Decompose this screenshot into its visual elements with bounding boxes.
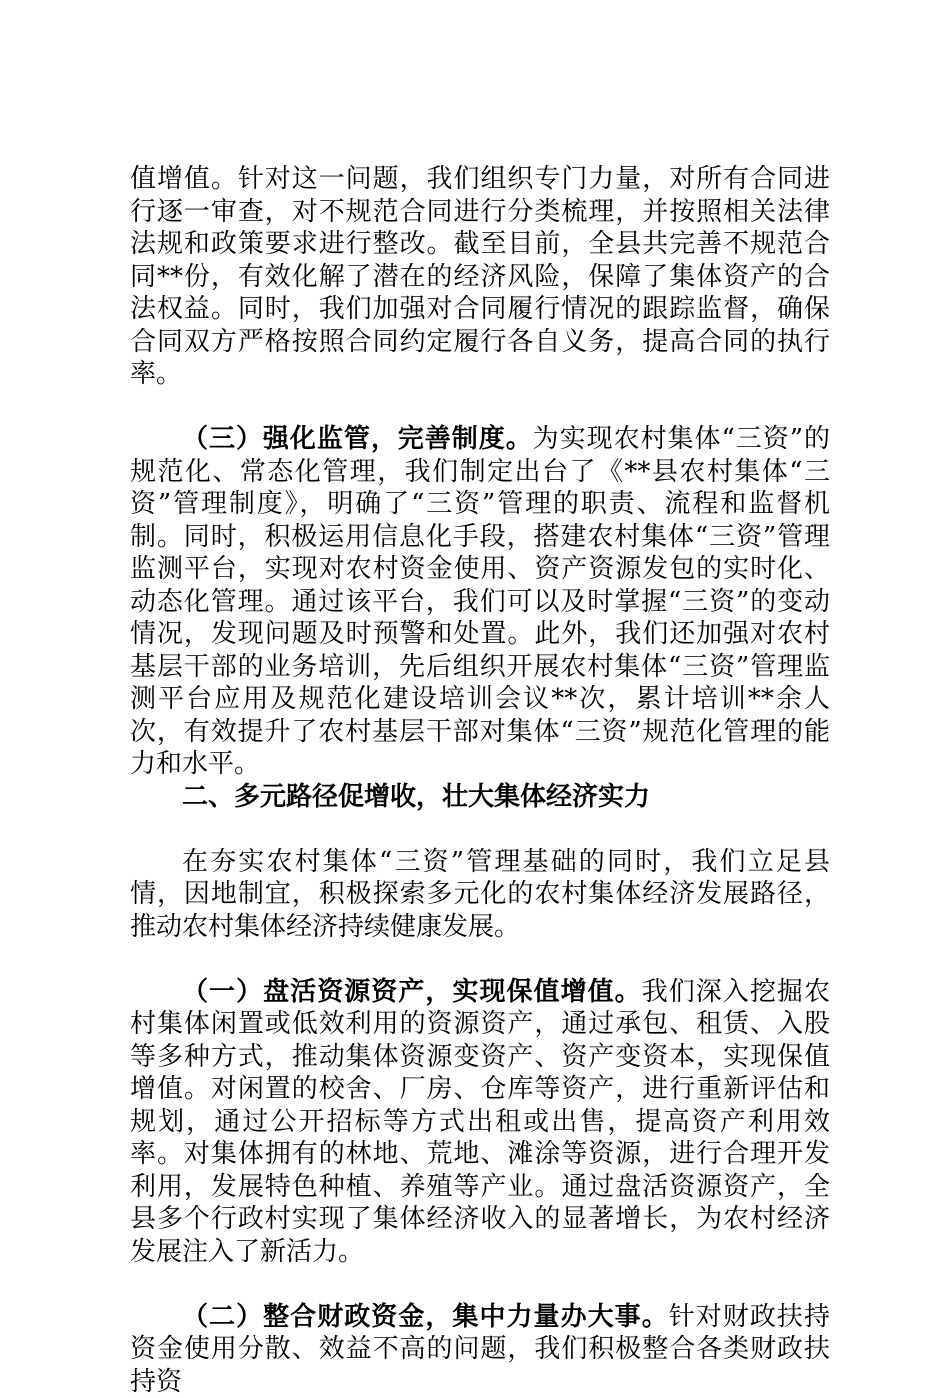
paragraph-text: 为实现农村集体“三资”的规范化、常态化管理，我们制定出台了《**县农村集体“三资”管理制度》，明确了“三资”管理的职责、流程和监督机制。同时，积极运用信息化手段，搭建农村集体“三资”管理监测平台，实现对农村资金使用、资产资源发包的实时化、动态化管理。通过该平台，我们可以及时掌握“三资”的变动情况，发现问题及时预警和处置。此外，我们还加强对农村基层干部的业务培训，先后组织开展农村集体“三资”管理监测平台应用及规范化建设培训会议**次，累计培训**余人次，有效提升了农村基层干部对集体“三资”规范化管理的能力和水平。 — [130, 424, 830, 779]
section-heading: 二、多元路径促增收，壮大集体经济实力 — [130, 781, 830, 814]
paragraph-text: 我们深入挖掘农村集体闲置或低效利用的资源资产，通过承包、租赁、入股等多种方式，推动集体资源变资产、资产变资本，实现保值增值。对闲置的校舍、厂房、仓库等资产，进行重新评估和规划，通过公开招标等方式出租或出售，提高资产利用效率。对集体拥有的林地、荒地、滩涂等资源，进行合理开发利用，发展特色种植、养殖等产业。通过盘活资源资产，全县多个行政村实现了集体经济收入的显著增长，为农村经济发展注入了新活力。 — [130, 977, 830, 1267]
paragraph-integrate-funds — [130, 1301, 830, 1398]
paragraph-lead-title: （三）强化监管，完善制度。 — [182, 424, 533, 454]
paragraph-text: 针对财政扶持资金使用分散、效益不高的问题，我们积极整合各类财政扶持资 — [130, 1302, 830, 1397]
paragraph-text: 在夯实农村集体“三资”管理基础的同时，我们立足县情，因地制宜，积极探索多元化的农村集体经济发展路径，推动农村集体经济持续健康发展。 — [130, 847, 830, 942]
document-page — [130, 163, 830, 1398]
paragraph-text: 值增值。针对这一问题，我们组织专门力量，对所有合同进行逐一审查，对不规范合同进行分类梳理，并按照相关法律法规和政策要求进行整改。截至目前，全县共完善不规范合同**份，有效化解了潜在的经济风险，保障了集体资产的合法权益。同时，我们加强对合同履行情况的跟踪监督，确保合同双方严格按照合同约定履行各自义务，提高合同的执行率。 — [130, 164, 830, 389]
paragraph-contract-rectification — [130, 163, 830, 391]
paragraph-section-intro — [130, 846, 830, 944]
paragraph-lead-title: （二）整合财政资金，集中力量办大事。 — [182, 1302, 669, 1332]
paragraph-lead-title: （一）盘活资源资产，实现保值增值。 — [182, 977, 642, 1007]
paragraph-supervision-system — [130, 423, 830, 781]
paragraph-revitalize-assets — [130, 976, 830, 1269]
